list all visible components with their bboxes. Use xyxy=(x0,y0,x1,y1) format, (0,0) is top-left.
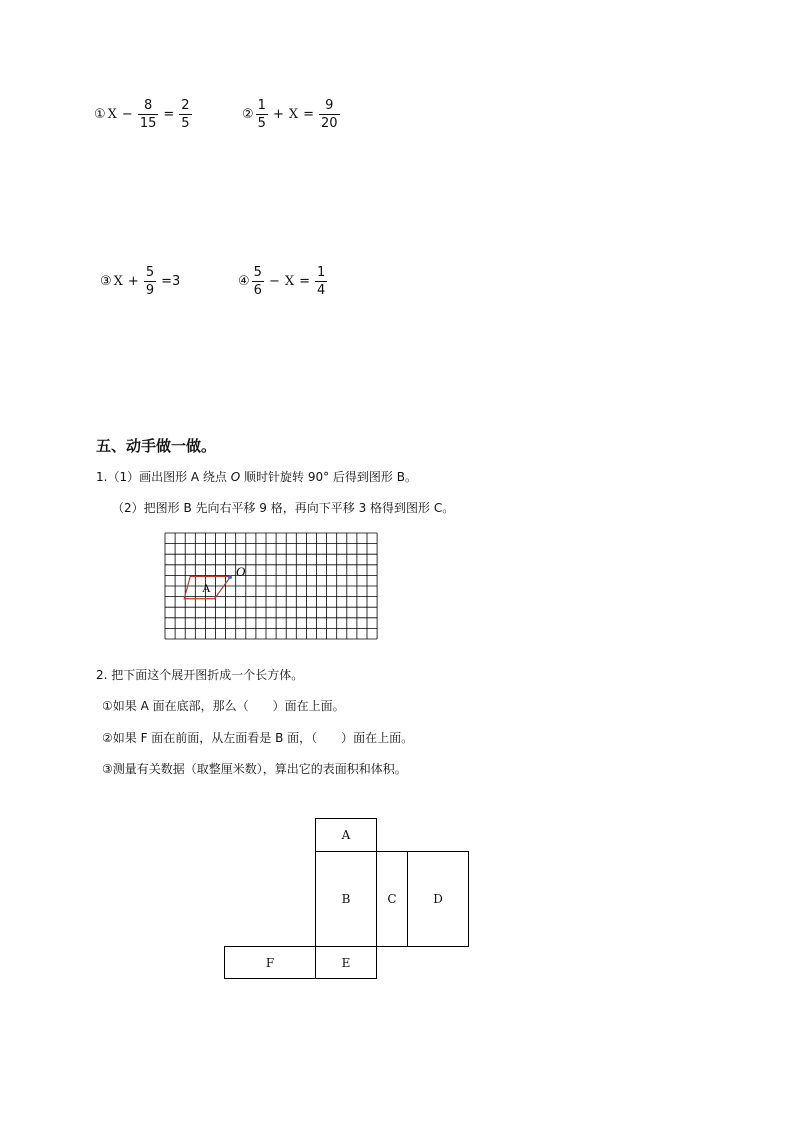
question-2-part-3: ③测量有关数据（取整厘米数），算出它的表面积和体积。 xyxy=(102,762,407,776)
numerator: 1 xyxy=(257,98,266,113)
operator: − xyxy=(268,274,280,289)
face-b: B xyxy=(315,851,377,947)
grid-figure xyxy=(160,530,382,644)
question-2-part-2: ②如果 F 面在前面，从左面看是 B 面，（ ）面在上面。 xyxy=(102,731,414,745)
face-e: E xyxy=(315,946,377,979)
face-a: A xyxy=(315,818,377,852)
denominator: 5 xyxy=(257,116,266,131)
operator: + xyxy=(127,274,139,289)
equation-2 xyxy=(242,99,342,130)
denominator: 15 xyxy=(139,116,157,131)
operator: = xyxy=(163,107,175,122)
operator: + xyxy=(272,107,284,122)
fraction xyxy=(144,266,156,297)
face-c: C xyxy=(376,851,408,947)
equation-3 xyxy=(100,266,183,297)
question-1-part-2: （2）把图形 B 先向右平移 9 格，再向下平移 3 格得到图形 C。 xyxy=(112,501,455,515)
numerator: 5 xyxy=(253,265,262,280)
question-2-part-1: ①如果 A 面在底部，那么（ ）面在上面。 xyxy=(102,699,345,713)
equation-marker: ③ xyxy=(100,274,112,289)
fraction xyxy=(252,266,264,297)
denominator: 5 xyxy=(181,116,190,131)
variable: X xyxy=(288,107,299,122)
q1-1-text-post: 顺时针旋转 90° 后得到图形 B。 xyxy=(240,470,417,484)
denominator: 6 xyxy=(253,283,262,298)
fraction xyxy=(315,266,327,297)
numerator: 8 xyxy=(143,98,153,113)
operator: − xyxy=(121,107,133,122)
equation-1 xyxy=(94,99,194,130)
denominator: 4 xyxy=(317,283,326,298)
operator: = xyxy=(303,107,315,122)
equation-marker: ④ xyxy=(238,274,250,289)
numerator: 9 xyxy=(325,98,334,113)
fraction xyxy=(256,99,268,130)
numerator: 2 xyxy=(181,98,190,113)
operator: =3 xyxy=(161,274,181,289)
fraction xyxy=(179,99,191,130)
fraction xyxy=(138,99,159,130)
denominator: 9 xyxy=(145,283,155,298)
equation-marker: ② xyxy=(242,107,254,122)
variable: X xyxy=(107,107,117,122)
question-2: 2. 把下面这个展开图折成一个长方体。 xyxy=(96,668,304,682)
fraction xyxy=(319,99,340,130)
operator: = xyxy=(299,274,311,289)
section-title: 五、动手做一做。 xyxy=(96,437,217,455)
point-o-label: O xyxy=(236,564,246,579)
numerator: 5 xyxy=(145,265,155,280)
q1-1-point: O xyxy=(230,470,241,484)
q1-1-text-pre: 1.（1）画出图形 A 绕点 xyxy=(96,470,231,484)
grid-lines xyxy=(165,533,377,639)
face-f: F xyxy=(224,946,316,979)
denominator: 20 xyxy=(321,116,338,131)
face-d: D xyxy=(407,851,469,947)
question-1-part-1 xyxy=(96,468,417,485)
shape-a-label: A xyxy=(202,581,211,595)
variable: X xyxy=(284,274,295,289)
equation-marker: ① xyxy=(94,107,106,122)
point-o xyxy=(228,575,232,579)
numerator: 1 xyxy=(317,265,326,280)
equation-4 xyxy=(238,266,329,297)
variable: X xyxy=(113,274,123,289)
